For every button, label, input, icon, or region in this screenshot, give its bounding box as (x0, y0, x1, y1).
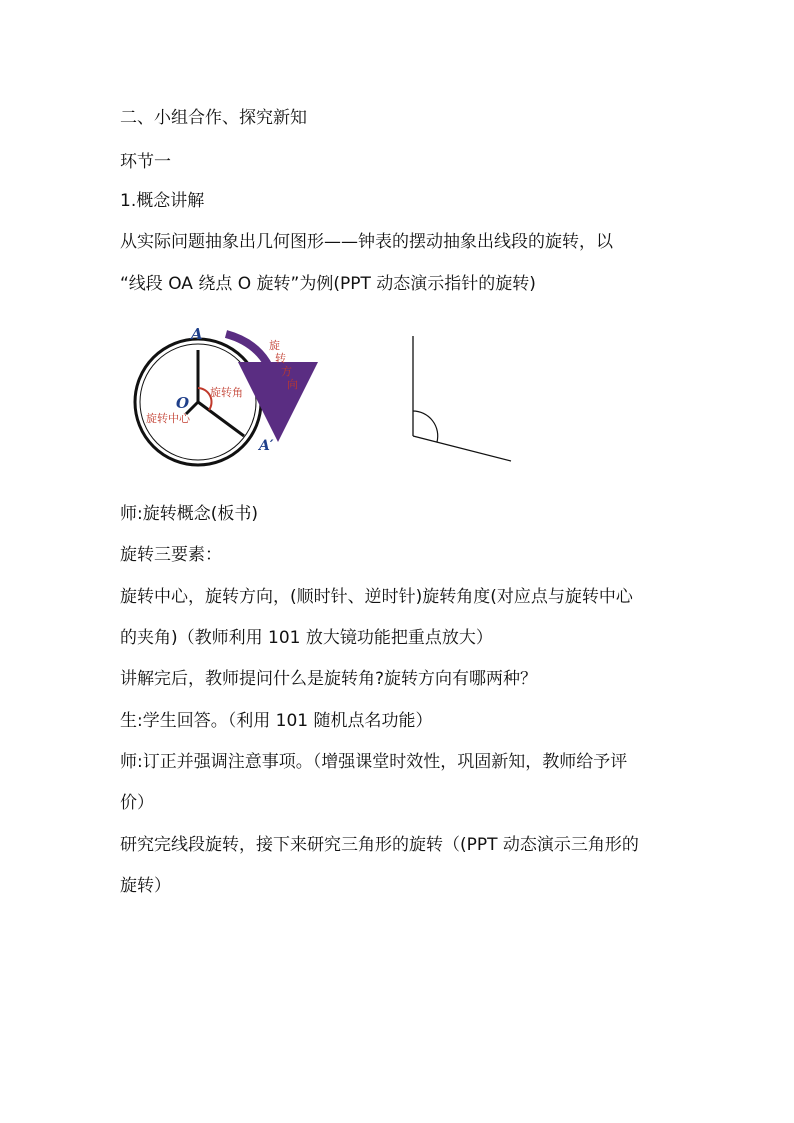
body-line-5: 讲解完后，教师提问什么是旋转角?旋转方向有哪两种？ (120, 669, 538, 689)
rotation-center-label: 旋转中心 (146, 412, 190, 425)
body-line-1: 师:旋转概念(板书) (120, 504, 258, 524)
body-line-2: 旋转三要素： (120, 545, 222, 565)
body-line-9: 研究完线段旋转，接下来研究三角形的旋转（(PPT 动态演示三角形的 (120, 835, 639, 855)
body-line-8: 价） (120, 793, 154, 813)
body-line-6: 生:学生回答。（利用 101 随机点名功能） (120, 711, 433, 731)
direction-char-3: 方 (281, 365, 292, 378)
rotation-angle-label: 旋转角 (210, 386, 243, 399)
point-a-prime-label: A′ (259, 438, 274, 454)
point-a-label: A (191, 325, 203, 343)
body-line-10: 旋转） (120, 876, 171, 896)
intro-line-1: 从实际问题抽象出几何图形——钟表的摆动抽象出线段的旋转，以 (120, 232, 613, 252)
segment-oa-prime (198, 402, 244, 436)
direction-char-1: 旋 (269, 339, 280, 352)
body-line-7: 师:订正并强调注意事项。（增强课堂时效性，巩固新知，教师给予评 (120, 752, 628, 772)
direction-char-4: 向 (287, 378, 298, 391)
point-o-label: O (176, 394, 190, 412)
clock-rotation-figure (128, 318, 318, 478)
direction-char-2: 转 (275, 352, 286, 365)
abstract-angle-figure (400, 330, 520, 470)
ray-slanted (413, 436, 511, 461)
section-heading: 二、小组合作、探究新知 (120, 108, 307, 128)
concept-title: 1.概念讲解 (120, 191, 205, 211)
subsection-title: 环节一 (120, 152, 171, 172)
body-line-3: 旋转中心，旋转方向，(顺时针、逆时针)旋转角度(对应点与旋转中心 (120, 587, 633, 607)
body-line-4: 的夹角)（教师利用 101 放大镜功能把重点放大） (120, 628, 493, 648)
intro-line-2: “线段 OA 绕点 O 旋转”为例(PPT 动态演示指针的旋转) (120, 274, 536, 294)
